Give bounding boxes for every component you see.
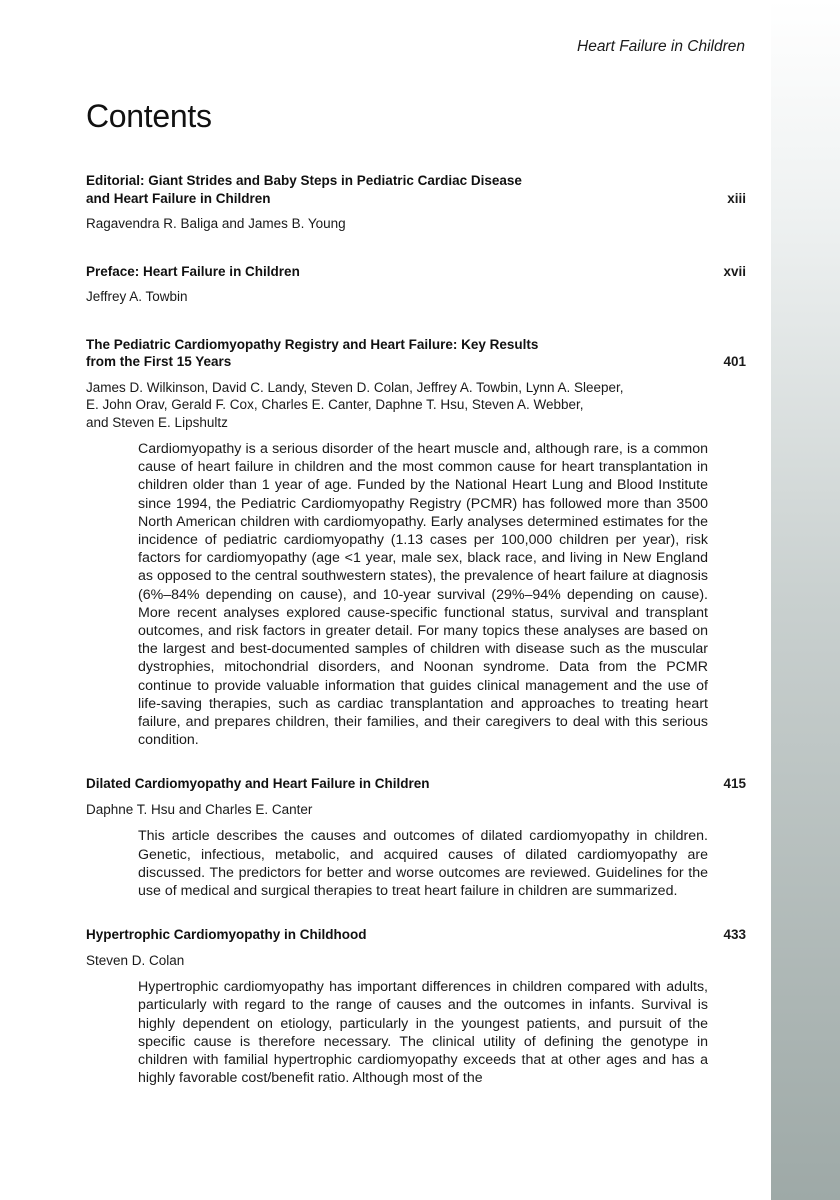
entry-page-number[interactable]: 415 bbox=[723, 776, 746, 792]
entry-page-number[interactable]: 433 bbox=[723, 927, 746, 943]
entry-title[interactable]: Dilated Cardiomyopathy and Heart Failure in Children bbox=[86, 776, 430, 792]
entry-page-number[interactable]: xiii bbox=[727, 190, 746, 206]
entry-authors: Ragavendra R. Baliga and James B. Young bbox=[86, 216, 346, 231]
entry-page-number[interactable]: 401 bbox=[723, 354, 746, 369]
entry-heading bbox=[86, 926, 746, 944]
page-title: Contents bbox=[86, 98, 212, 134]
entry-title[interactable]: Hypertrophic Cardiomyopathy in Childhood bbox=[86, 927, 367, 943]
entry-authors: James D. Wilkinson, David C. Landy, Steven D. Colan, Jeffrey A. Towbin, Lynn A. Sleeper, E. John Orav, Gerald F. Cox, Charles E. Canter, Daphne T. Hsu, Steven A. Webber, and Steven E. Lipshultz bbox=[86, 379, 624, 430]
toc-entry-hypertrophic-cardiomyopathy[interactable] bbox=[86, 926, 746, 1087]
toc-entry-pcmr[interactable] bbox=[86, 336, 746, 750]
toc-entry-dilated-cardiomyopathy[interactable] bbox=[86, 775, 746, 900]
running-header: Heart Failure in Children bbox=[577, 38, 745, 55]
entry-authors: Steven D. Colan bbox=[86, 952, 185, 968]
entry-heading bbox=[86, 263, 746, 281]
entry-title[interactable]: Editorial: Giant Strides and Baby Steps in Pediatric Cardiac Disease and Heart Failure in Children bbox=[86, 173, 522, 206]
entry-abstract: This article describes the causes and outcomes of dilated cardiomyopathy in children. Genetic, infectious, metabolic, and acquired causes of dilated cardiomyopathy are discussed. The predictors for better and worse outcomes are reviewed. Guidelines for the use of medical and surgical therapies to treat heart failure in children are summarized. bbox=[138, 828, 708, 900]
entry-abstract: Hypertrophic cardiomyopathy has important differences in children compared with adults, particularly with regard to the range of causes and the outcomes in infants. Survival is highly dependent on etiology, particularly in the youngest patients, and pursuit of the specific cause is therefore necessary. The clinical utility of defining the genotype in children with familial hypertrophic cardiomyopathy exceeds that at other ages and has a highly favorable cost/benefit ratio. Although most of the bbox=[138, 979, 708, 1087]
entry-page-number[interactable]: xvii bbox=[723, 263, 746, 279]
toc-entry-preface[interactable] bbox=[86, 263, 746, 306]
toc-entry-editorial[interactable] bbox=[86, 172, 746, 233]
entry-authors: Jeffrey A. Towbin bbox=[86, 289, 188, 304]
table-of-contents bbox=[86, 172, 746, 1087]
entry-heading bbox=[86, 336, 746, 371]
entry-title[interactable]: The Pediatric Cardiomyopathy Registry and Heart Failure: Key Results from the First 15 Years bbox=[86, 336, 539, 369]
entry-heading bbox=[86, 172, 746, 207]
side-gradient-bar bbox=[771, 0, 840, 1200]
entry-heading bbox=[86, 775, 746, 793]
entry-authors: Daphne T. Hsu and Charles E. Canter bbox=[86, 801, 313, 817]
entry-title[interactable]: Preface: Heart Failure in Children bbox=[86, 263, 300, 279]
entry-abstract: Cardiomyopathy is a serious disorder of the heart muscle and, although rare, is a common cause of heart failure in children and the most common cause for heart transplantation in children older than 1 year of age. Funded by the National Heart Lung and Blood Institute since 1994, the Pediatric Cardiomyopathy Registry (PCMR) has followed more than 3500 North American children with cardiomyopathy. Early analyses determined estimates for the incidence of pediatric cardiomyopathy (1.13 cases per 100,000 children per year), risk factors for cardiomyopathy (age <1 year, male sex, black race, and living in New England as opposed to the central southwestern states), the prevalence of heart failure at diagnosis (6%–84% depending on cause), and 10-year survival (29%–94% depending on cause). More recent analyses explored cause-specific functional status, survival and transplant outcomes, and risk factors in greater detail. For many topics these analyses are based on the largest and best-documented samples of children with disease such as the muscular dystrophies, mitochondrial disorders, and Noonan syndrome. Data from the PCMR continue to provide valuable information that guides clinical management and the use of life-saving therapies, such as cardiac transplantation and approaches to treating heart failure, and prepares children, their families, and their caregivers to deal with this serious condition. bbox=[138, 441, 708, 749]
